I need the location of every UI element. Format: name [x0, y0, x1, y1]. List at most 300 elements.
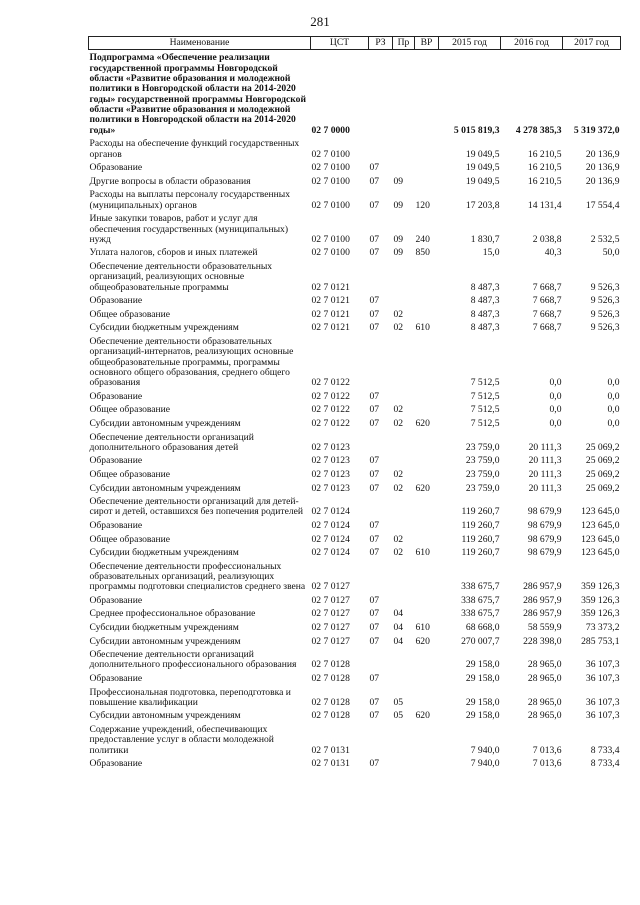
row-cst-code: 02 7 0121	[311, 308, 350, 320]
row-rz-code	[369, 497, 393, 518]
row-name: Субсидии бюджетным учреждениям	[89, 547, 239, 559]
table-row	[89, 296, 621, 306]
row-amount-2015: 7 512,5	[470, 417, 500, 429]
row-name: Образование	[89, 672, 143, 684]
row-rz-code: 07	[369, 390, 380, 402]
row-amount-2017: 9 526,3	[590, 281, 620, 293]
table-body	[89, 50, 621, 770]
row-amount-2016: 7 668,7	[532, 322, 562, 334]
row-rz-code: 07	[369, 519, 380, 531]
row-pr-code: 05	[393, 696, 404, 708]
row-amount-2015: 7 512,5	[470, 404, 500, 416]
row-vr-code	[415, 650, 439, 671]
row-amount-2016: 28 965,0	[527, 672, 562, 684]
row-name: Обеспечение деятельности организаций дополнительного образования детей	[89, 431, 254, 453]
row-cst-code: 02 7 0124	[311, 506, 350, 518]
row-rz-code: 07	[369, 696, 380, 708]
table-row	[89, 405, 621, 415]
row-amount-2015: 29 158,0	[465, 672, 500, 684]
row-vr-code: 610	[415, 547, 430, 559]
row-rz-code	[369, 337, 393, 389]
row-amount-2017: 2 532,5	[590, 233, 620, 245]
row-rz-code: 07	[369, 468, 380, 480]
row-vr-code	[415, 177, 439, 187]
row-vr-code	[415, 456, 439, 466]
row-cst-code: 02 7 0122	[311, 417, 350, 429]
row-cst-code: 02 7 0100	[311, 148, 350, 160]
table-row	[89, 433, 621, 454]
row-name: Общее образование	[89, 533, 171, 545]
row-amount-2017: 20 136,9	[585, 162, 620, 174]
row-name: Обеспечение деятельности организаций для детей-сирот и детей, оставшихся без попечения родителей	[89, 496, 304, 518]
row-rz-code: 07	[369, 533, 380, 545]
table-row	[89, 637, 621, 647]
table-row	[89, 497, 621, 518]
row-vr-code	[415, 296, 439, 306]
row-name: Другие вопросы в области образования	[89, 175, 251, 187]
row-amount-2017: 123 645,0	[581, 519, 620, 531]
table-row	[89, 470, 621, 480]
row-vr-code	[415, 163, 439, 173]
row-name: Образование	[89, 295, 143, 307]
row-pr-code	[393, 433, 415, 454]
row-amount-2015: 23 759,0	[465, 468, 500, 480]
table-row	[89, 392, 621, 402]
row-cst-code: 02 7 0131	[311, 758, 350, 770]
row-amount-2017: 0,0	[607, 417, 620, 429]
row-vr-code	[415, 139, 439, 160]
row-amount-2016: 7 013,6	[532, 758, 562, 770]
row-pr-code	[393, 562, 415, 593]
row-amount-2015: 7 512,5	[470, 377, 500, 389]
row-cst-code: 02 7 0100	[311, 162, 350, 174]
row-amount-2016: 2 038,8	[532, 233, 562, 245]
row-amount-2015: 7 940,0	[470, 744, 500, 756]
row-amount-2017: 0,0	[607, 404, 620, 416]
table-row	[89, 419, 621, 429]
row-cst-code: 02 7 0100	[311, 233, 350, 245]
table-row	[89, 163, 621, 173]
row-amount-2017: 5 319 372,0	[573, 124, 620, 136]
budget-table	[88, 36, 621, 770]
row-name: Субсидии автономным учреждениям	[89, 710, 241, 722]
row-amount-2017: 25 069,2	[585, 455, 620, 467]
row-amount-2015: 68 668,0	[465, 621, 500, 633]
row-amount-2016: 7 668,7	[532, 308, 562, 320]
row-amount-2017: 9 526,3	[590, 295, 620, 307]
row-amount-2015: 119 260,7	[461, 533, 500, 545]
row-rz-code: 07	[369, 482, 380, 494]
row-amount-2015: 29 158,0	[465, 710, 500, 722]
row-amount-2016: 28 965,0	[527, 659, 562, 671]
row-cst-code: 02 7 0128	[311, 696, 350, 708]
row-pr-code	[393, 296, 415, 306]
row-amount-2016: 7 668,7	[532, 295, 562, 307]
row-vr-code	[415, 310, 439, 320]
row-cst-code: 02 7 0123	[311, 468, 350, 480]
row-vr-code	[415, 688, 439, 709]
row-pr-code	[393, 759, 415, 769]
row-vr-code	[415, 337, 439, 389]
row-pr-code: 04	[393, 635, 404, 647]
row-name: Образование	[89, 455, 143, 467]
row-cst-code: 02 7 0128	[311, 659, 350, 671]
row-name: Субсидии бюджетным учреждениям	[89, 322, 239, 334]
row-amount-2016: 228 398,0	[523, 635, 562, 647]
row-rz-code	[369, 650, 393, 671]
row-name: Общее образование	[89, 404, 171, 416]
row-vr-code	[415, 262, 439, 293]
row-amount-2017: 285 753,1	[581, 635, 620, 647]
row-cst-code: 02 7 0123	[311, 455, 350, 467]
row-amount-2015: 119 260,7	[461, 506, 500, 518]
row-amount-2016: 0,0	[549, 390, 562, 402]
row-pr-code	[393, 596, 415, 606]
table-row	[89, 521, 621, 531]
row-cst-code: 02 7 0127	[311, 608, 350, 620]
row-amount-2015: 7 512,5	[470, 390, 500, 402]
row-amount-2016: 20 111,3	[528, 441, 562, 453]
row-amount-2015: 1 830,7	[470, 233, 500, 245]
row-pr-code	[393, 497, 415, 518]
row-vr-code: 620	[415, 635, 430, 647]
row-vr-code	[415, 470, 439, 480]
row-pr-code	[393, 337, 415, 389]
row-amount-2016: 16 210,5	[527, 148, 562, 160]
row-amount-2017: 9 526,3	[590, 322, 620, 334]
table-row	[89, 310, 621, 320]
row-pr-code	[393, 262, 415, 293]
header-year-2017: 2017 год	[563, 37, 621, 50]
row-amount-2015: 29 158,0	[465, 696, 500, 708]
row-cst-code: 02 7 0127	[311, 594, 350, 606]
row-amount-2015: 119 260,7	[461, 519, 500, 531]
row-pr-code: 05	[393, 710, 404, 722]
row-vr-code	[415, 405, 439, 415]
row-name: Общее образование	[89, 308, 171, 320]
row-amount-2017: 17 554,4	[585, 199, 620, 211]
row-amount-2016: 0,0	[549, 404, 562, 416]
row-name: Образование	[89, 519, 143, 531]
row-name: Субсидии автономным учреждениям	[89, 635, 241, 647]
row-vr-code	[415, 596, 439, 606]
row-rz-code: 07	[369, 547, 380, 559]
row-amount-2016: 286 957,9	[523, 594, 562, 606]
header-rz: РЗ	[369, 37, 393, 50]
row-amount-2016: 98 679,9	[527, 547, 562, 559]
row-amount-2015: 8 487,3	[470, 308, 500, 320]
row-amount-2016: 0,0	[549, 377, 562, 389]
row-rz-code: 07	[369, 417, 380, 429]
row-amount-2015: 29 158,0	[465, 659, 500, 671]
row-pr-code: 04	[393, 608, 404, 620]
row-name: Обеспечение деятельности организаций дополнительного профессионального образования	[89, 649, 297, 671]
row-amount-2015: 5 015 819,3	[453, 124, 500, 136]
row-amount-2015: 23 759,0	[465, 441, 500, 453]
row-amount-2017: 359 126,3	[581, 581, 620, 593]
row-cst-code: 02 7 0121	[311, 281, 350, 293]
row-amount-2016: 58 559,9	[527, 621, 562, 633]
row-name: Образование	[89, 758, 143, 770]
row-name: Уплата налогов, сборов и иных платежей	[89, 247, 258, 259]
row-amount-2015: 8 487,3	[470, 295, 500, 307]
row-amount-2016: 286 957,9	[523, 608, 562, 620]
row-rz-code: 07	[369, 162, 380, 174]
row-amount-2015: 338 675,7	[461, 594, 500, 606]
row-amount-2016: 20 111,3	[528, 455, 562, 467]
row-rz-code: 07	[369, 621, 380, 633]
row-cst-code: 02 7 0127	[311, 635, 350, 647]
row-rz-code: 07	[369, 308, 380, 320]
header-pr: Пр	[393, 37, 415, 50]
table-row	[89, 262, 621, 293]
row-amount-2016: 40,3	[544, 247, 562, 259]
row-rz-code: 07	[369, 233, 380, 245]
header-year-2016: 2016 год	[501, 37, 563, 50]
row-name: Расходы на выплаты персоналу государственных (муниципальных) органов	[89, 189, 291, 211]
row-name: Обеспечение деятельности образовательных организаций-интернатов, реализующих основные общеобразовательные программы, программы основного общего образования, среднего общего образования	[89, 335, 294, 389]
row-cst-code: 02 7 0122	[311, 404, 350, 416]
row-cst-code: 02 7 0127	[311, 621, 350, 633]
row-cst-code: 02 7 0123	[311, 482, 350, 494]
table-row	[89, 139, 621, 160]
row-vr-code	[415, 609, 439, 619]
table-row	[89, 674, 621, 684]
row-amount-2016: 16 210,5	[527, 175, 562, 187]
row-amount-2017: 25 069,2	[585, 482, 620, 494]
row-rz-code: 07	[369, 758, 380, 770]
row-cst-code: 02 7 0100	[311, 175, 350, 187]
row-amount-2017: 36 107,3	[585, 659, 620, 671]
row-vr-code	[415, 562, 439, 593]
row-amount-2016: 286 957,9	[523, 581, 562, 593]
row-vr-code: 120	[415, 199, 430, 211]
row-cst-code: 02 7 0100	[311, 247, 350, 259]
row-amount-2017: 20 136,9	[585, 148, 620, 160]
row-amount-2017: 123 645,0	[581, 547, 620, 559]
row-amount-2016: 7 013,6	[532, 744, 562, 756]
row-amount-2015: 338 675,7	[461, 581, 500, 593]
row-amount-2015: 8 487,3	[470, 281, 500, 293]
row-cst-code: 02 7 0131	[311, 744, 350, 756]
table-row	[89, 688, 621, 709]
row-pr-code: 02	[393, 417, 404, 429]
row-cst-code: 02 7 0124	[311, 533, 350, 545]
table-row	[89, 609, 621, 619]
row-pr-code	[393, 163, 415, 173]
row-cst-code: 02 7 0128	[311, 672, 350, 684]
row-cst-code: 02 7 0124	[311, 519, 350, 531]
table-row	[89, 623, 621, 633]
row-vr-code	[415, 521, 439, 531]
row-amount-2015: 119 260,7	[461, 547, 500, 559]
row-amount-2017: 8 733,4	[590, 758, 620, 770]
row-pr-code	[393, 456, 415, 466]
row-cst-code: 02 7 0122	[311, 377, 350, 389]
row-amount-2016: 28 965,0	[527, 710, 562, 722]
row-amount-2015: 270 007,7	[461, 635, 500, 647]
row-amount-2016: 98 679,9	[527, 519, 562, 531]
row-cst-code: 02 7 0121	[311, 322, 350, 334]
row-amount-2015: 15,0	[482, 247, 500, 259]
row-cst-code: 02 7 0000	[311, 124, 350, 136]
row-vr-code	[415, 433, 439, 454]
row-name: Профессиональная подготовка, переподготовка и повышение квалификации	[89, 686, 291, 708]
row-name: Обеспечение деятельности образовательных организаций, реализующих основные общеобразовательные программы	[89, 260, 273, 293]
row-amount-2016: 20 111,3	[528, 468, 562, 480]
row-pr-code	[393, 392, 415, 402]
row-amount-2016: 28 965,0	[527, 696, 562, 708]
row-rz-code: 07	[369, 295, 380, 307]
row-amount-2017: 36 107,3	[585, 672, 620, 684]
row-pr-code: 02	[393, 308, 404, 320]
row-rz-code: 07	[369, 455, 380, 467]
row-name: Расходы на обеспечение функций государственных органов	[89, 138, 300, 160]
row-amount-2017: 36 107,3	[585, 710, 620, 722]
row-pr-code: 02	[393, 322, 404, 334]
row-name: Обеспечение деятельности профессиональных образовательных организаций, реализующих программы подготовки специалистов среднего звена	[89, 560, 306, 593]
row-name: Субсидии бюджетным учреждениям	[89, 621, 239, 633]
row-rz-code	[369, 139, 393, 160]
header-year-2015: 2015 год	[439, 37, 501, 50]
row-amount-2017: 0,0	[607, 390, 620, 402]
row-amount-2016: 7 668,7	[532, 281, 562, 293]
row-pr-code: 09	[393, 233, 404, 245]
row-amount-2017: 359 126,3	[581, 608, 620, 620]
row-rz-code: 07	[369, 672, 380, 684]
row-cst-code: 02 7 0128	[311, 710, 350, 722]
row-amount-2016: 4 278 385,3	[515, 124, 562, 136]
table-row	[89, 484, 621, 494]
row-amount-2015: 7 940,0	[470, 758, 500, 770]
row-name: Субсидии автономным учреждениям	[89, 417, 241, 429]
row-vr-code: 610	[415, 621, 430, 633]
page-number: 281	[310, 14, 330, 29]
row-vr-code	[415, 53, 439, 136]
row-vr-code: 620	[415, 710, 430, 722]
table-row	[89, 711, 621, 721]
row-rz-code	[369, 262, 393, 293]
row-pr-code	[393, 53, 415, 136]
row-vr-code	[415, 759, 439, 769]
row-vr-code: 620	[415, 482, 430, 494]
row-amount-2016: 0,0	[549, 417, 562, 429]
row-vr-code	[415, 535, 439, 545]
row-pr-code	[393, 650, 415, 671]
row-pr-code	[393, 725, 415, 756]
row-rz-code	[369, 725, 393, 756]
row-amount-2015: 17 203,8	[465, 199, 500, 211]
header-vr: ВР	[415, 37, 439, 50]
table-row	[89, 248, 621, 258]
row-cst-code: 02 7 0100	[311, 199, 350, 211]
table-row	[89, 177, 621, 187]
row-vr-code	[415, 674, 439, 684]
row-amount-2017: 20 136,9	[585, 175, 620, 187]
row-amount-2016: 16 210,5	[527, 162, 562, 174]
row-cst-code: 02 7 0127	[311, 581, 350, 593]
row-vr-code: 620	[415, 417, 430, 429]
row-rz-code: 07	[369, 322, 380, 334]
row-pr-code: 02	[393, 547, 404, 559]
row-vr-code	[415, 392, 439, 402]
row-amount-2016: 14 131,4	[527, 199, 562, 211]
row-vr-code: 610	[415, 322, 430, 334]
row-pr-code	[393, 674, 415, 684]
row-rz-code: 07	[369, 247, 380, 259]
table-row	[89, 596, 621, 606]
row-amount-2017: 36 107,3	[585, 696, 620, 708]
table-row	[89, 548, 621, 558]
row-name: Иные закупки товаров, работ и услуг для обеспечения государственных (муниципальных) нужд	[89, 213, 289, 245]
row-vr-code	[415, 497, 439, 518]
row-amount-2017: 123 645,0	[581, 506, 620, 518]
row-name: Субсидии автономным учреждениям	[89, 482, 241, 494]
row-pr-code	[393, 521, 415, 531]
row-name: Образование	[89, 390, 143, 402]
row-amount-2015: 19 049,5	[465, 175, 500, 187]
row-pr-code: 02	[393, 482, 404, 494]
row-cst-code: 02 7 0123	[311, 441, 350, 453]
row-rz-code: 07	[369, 404, 380, 416]
row-amount-2015: 23 759,0	[465, 482, 500, 494]
table-row	[89, 759, 621, 769]
table-row	[89, 337, 621, 389]
row-pr-code: 09	[393, 247, 404, 259]
row-amount-2017: 8 733,4	[590, 744, 620, 756]
table-header-row	[89, 37, 621, 50]
row-amount-2017: 25 069,2	[585, 468, 620, 480]
row-amount-2015: 19 049,5	[465, 148, 500, 160]
row-amount-2016: 20 111,3	[528, 482, 562, 494]
table-row	[89, 456, 621, 466]
row-amount-2016: 98 679,9	[527, 533, 562, 545]
row-rz-code: 07	[369, 710, 380, 722]
row-name: Содержание учреждений, обеспечивающих предоставление услуг в области молодежной политики	[89, 723, 274, 756]
row-name: Среднее профессиональное образование	[89, 608, 256, 620]
row-pr-code: 04	[393, 621, 404, 633]
table-row	[89, 214, 621, 245]
row-pr-code: 02	[393, 533, 404, 545]
table-row	[89, 725, 621, 756]
row-vr-code: 240	[415, 233, 430, 245]
row-amount-2015: 338 675,7	[461, 608, 500, 620]
row-pr-code: 09	[393, 199, 404, 211]
row-cst-code: 02 7 0124	[311, 547, 350, 559]
row-amount-2017: 9 526,3	[590, 308, 620, 320]
table-row	[89, 323, 621, 333]
row-rz-code: 07	[369, 175, 380, 187]
row-rz-code: 07	[369, 199, 380, 211]
row-cst-code: 02 7 0121	[311, 295, 350, 307]
row-name: Образование	[89, 594, 143, 606]
row-name: Подпрограмма «Обеспечение реализации государственной программы Новгородской области «Развитие образования и молодежной политики в Новгородской области на 2014-2020 годы» государственной программы Новгородской области «Развитие образования и молодежной политики в Новгородской области на 2014-2020 годы»	[89, 52, 307, 136]
row-amount-2017: 25 069,2	[585, 441, 620, 453]
table-row	[89, 53, 621, 136]
row-rz-code: 07	[369, 608, 380, 620]
row-amount-2015: 23 759,0	[465, 455, 500, 467]
row-amount-2017: 73 373,2	[585, 621, 620, 633]
row-name: Общее образование	[89, 468, 171, 480]
header-name: Наименование	[89, 37, 311, 50]
row-pr-code: 02	[393, 404, 404, 416]
row-amount-2017: 0,0	[607, 377, 620, 389]
row-pr-code: 02	[393, 468, 404, 480]
table-row	[89, 190, 621, 211]
row-amount-2017: 50,0	[602, 247, 620, 259]
row-rz-code	[369, 53, 393, 136]
row-rz-code: 07	[369, 594, 380, 606]
